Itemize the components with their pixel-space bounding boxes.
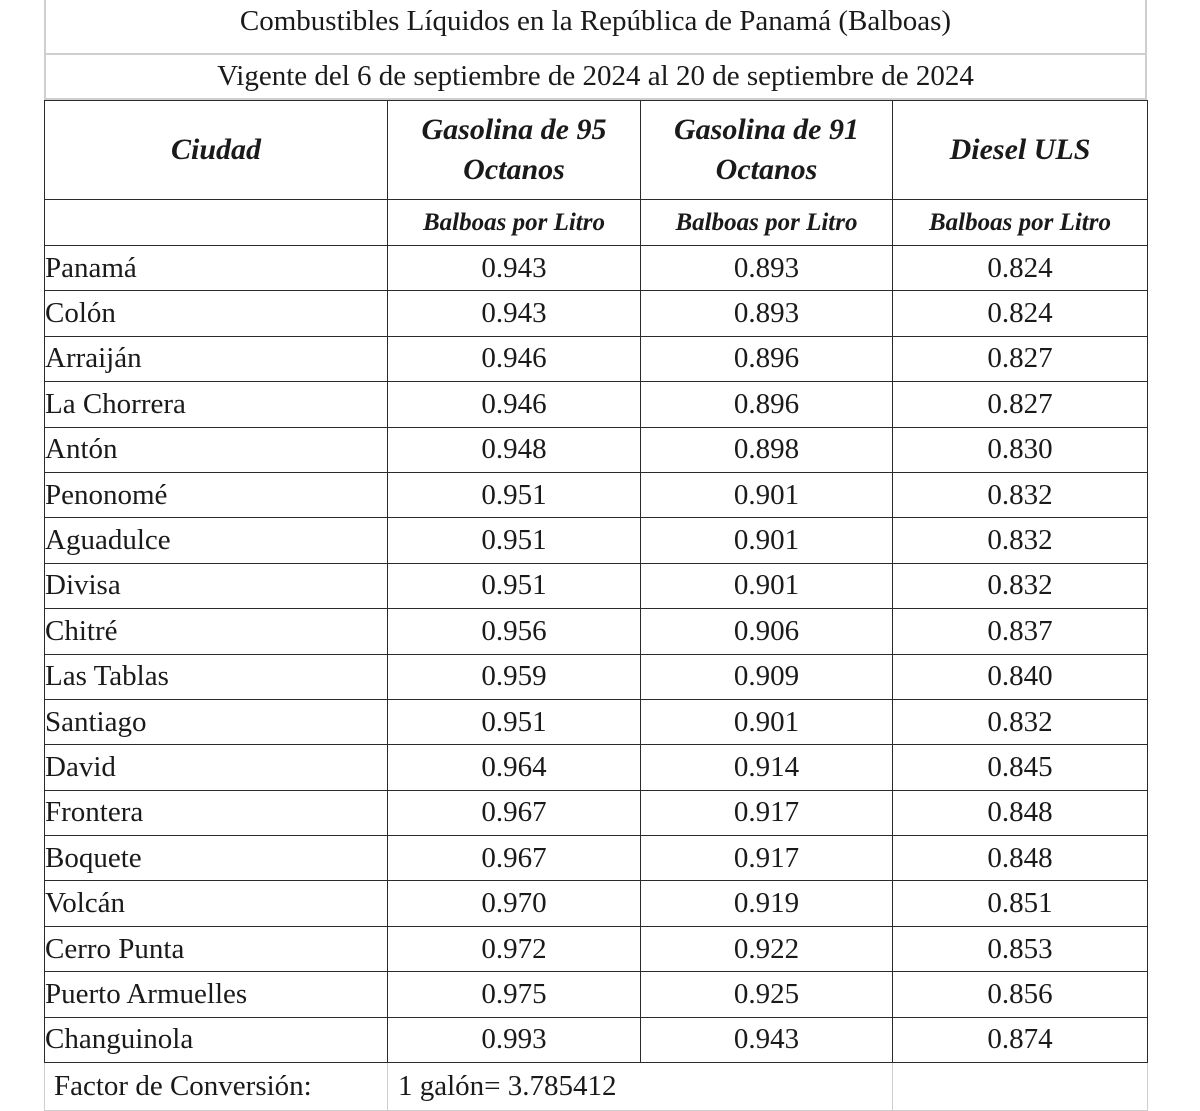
gasoline-91-price: 0.914 xyxy=(641,745,893,790)
gasoline-95-price: 0.946 xyxy=(388,336,641,381)
diesel-uls-price: 0.832 xyxy=(893,518,1148,563)
gasoline-95-price: 0.948 xyxy=(388,427,641,472)
gasoline-91-price: 0.919 xyxy=(641,881,893,926)
header-gasoline-91 xyxy=(641,101,893,200)
table-row xyxy=(45,745,1148,790)
table-row xyxy=(45,382,1148,427)
gasoline-91-price: 0.896 xyxy=(641,336,893,381)
city-cell: Divisa xyxy=(45,563,388,608)
gasoline-91-price: 0.893 xyxy=(641,291,893,336)
table-row xyxy=(45,609,1148,654)
gasoline-95-price: 0.964 xyxy=(388,745,641,790)
gasoline-91-price: 0.917 xyxy=(641,836,893,881)
fuel-price-document xyxy=(44,0,1147,1111)
diesel-uls-price: 0.832 xyxy=(893,472,1148,517)
gasoline-95-price: 0.951 xyxy=(388,699,641,744)
diesel-uls-price: 0.832 xyxy=(893,563,1148,608)
fuel-price-table xyxy=(44,100,1148,1111)
header-gasoline-95-line2: Octanos xyxy=(463,153,565,186)
gasoline-95-price: 0.946 xyxy=(388,382,641,427)
city-cell: Antón xyxy=(45,427,388,472)
gasoline-95-price: 0.970 xyxy=(388,881,641,926)
gasoline-91-price: 0.925 xyxy=(641,972,893,1017)
city-cell: Colón xyxy=(45,291,388,336)
gasoline-95-price: 0.951 xyxy=(388,563,641,608)
diesel-uls-price: 0.853 xyxy=(893,926,1148,971)
diesel-uls-price: 0.827 xyxy=(893,382,1148,427)
gasoline-95-price: 0.972 xyxy=(388,926,641,971)
unit-diesel-uls: Balboas por Litro xyxy=(893,200,1148,246)
header-gasoline-95-line1: Gasolina de 95 xyxy=(421,113,607,146)
gasoline-91-price: 0.901 xyxy=(641,699,893,744)
table-row xyxy=(45,699,1148,744)
gasoline-91-price: 0.943 xyxy=(641,1017,893,1062)
header-diesel-uls: Diesel ULS xyxy=(893,101,1148,200)
table-row xyxy=(45,836,1148,881)
diesel-uls-price: 0.837 xyxy=(893,609,1148,654)
table-row xyxy=(45,518,1148,563)
gasoline-95-price: 0.993 xyxy=(388,1017,641,1062)
table-row xyxy=(45,1017,1148,1062)
table-row xyxy=(45,336,1148,381)
validity-period: Vigente del 6 de septiembre de 2024 al 20 de septiembre de 2024 xyxy=(44,55,1147,100)
table-row xyxy=(45,881,1148,926)
gasoline-91-price: 0.896 xyxy=(641,382,893,427)
table-row xyxy=(45,790,1148,835)
gasoline-91-price: 0.901 xyxy=(641,518,893,563)
gasoline-91-price: 0.906 xyxy=(641,609,893,654)
city-cell: Las Tablas xyxy=(45,654,388,699)
diesel-uls-price: 0.824 xyxy=(893,291,1148,336)
gasoline-91-price: 0.901 xyxy=(641,563,893,608)
gasoline-95-price: 0.951 xyxy=(388,472,641,517)
gasoline-95-price: 0.959 xyxy=(388,654,641,699)
city-cell: Arraiján xyxy=(45,336,388,381)
gasoline-91-price: 0.898 xyxy=(641,427,893,472)
city-cell: Frontera xyxy=(45,790,388,835)
diesel-uls-price: 0.848 xyxy=(893,836,1148,881)
unit-city xyxy=(45,200,388,246)
units-row xyxy=(45,200,1148,246)
gasoline-95-price: 0.943 xyxy=(388,246,641,291)
city-cell: Cerro Punta xyxy=(45,926,388,971)
diesel-uls-price: 0.874 xyxy=(893,1017,1148,1062)
table-row xyxy=(45,291,1148,336)
city-cell: Panamá xyxy=(45,246,388,291)
gasoline-95-price: 0.967 xyxy=(388,790,641,835)
diesel-uls-price: 0.840 xyxy=(893,654,1148,699)
diesel-uls-price: 0.856 xyxy=(893,972,1148,1017)
diesel-uls-price: 0.848 xyxy=(893,790,1148,835)
table-row xyxy=(45,654,1148,699)
conversion-factor-row xyxy=(45,1063,1148,1111)
table-body xyxy=(45,246,1148,1063)
header-gasoline-95 xyxy=(388,101,641,200)
city-cell: Volcán xyxy=(45,881,388,926)
table-row xyxy=(45,472,1148,517)
city-cell: Puerto Armuelles xyxy=(45,972,388,1017)
city-cell: La Chorrera xyxy=(45,382,388,427)
city-cell: Changuinola xyxy=(45,1017,388,1062)
diesel-uls-price: 0.851 xyxy=(893,881,1148,926)
header-gasoline-91-line2: Octanos xyxy=(715,153,818,186)
table-row xyxy=(45,246,1148,291)
conversion-factor-label: Factor de Conversión: xyxy=(45,1063,388,1111)
unit-gasoline-91: Balboas por Litro xyxy=(641,200,893,246)
city-cell: Penonomé xyxy=(45,472,388,517)
gasoline-95-price: 0.975 xyxy=(388,972,641,1017)
city-cell: Chitré xyxy=(45,609,388,654)
gasoline-95-price: 0.967 xyxy=(388,836,641,881)
conversion-factor-empty xyxy=(893,1063,1148,1111)
city-cell: Santiago xyxy=(45,699,388,744)
diesel-uls-price: 0.832 xyxy=(893,699,1148,744)
table-row xyxy=(45,563,1148,608)
gasoline-95-price: 0.951 xyxy=(388,518,641,563)
header-row xyxy=(45,101,1148,200)
gasoline-91-price: 0.893 xyxy=(641,246,893,291)
document-title: Combustibles Líquidos en la República de Panamá (Balboas) xyxy=(44,0,1147,55)
city-cell: Aguadulce xyxy=(45,518,388,563)
gasoline-91-price: 0.917 xyxy=(641,790,893,835)
diesel-uls-price: 0.827 xyxy=(893,336,1148,381)
city-cell: Boquete xyxy=(45,836,388,881)
diesel-uls-price: 0.845 xyxy=(893,745,1148,790)
table-row xyxy=(45,972,1148,1017)
header-city: Ciudad xyxy=(45,101,388,200)
gasoline-91-price: 0.901 xyxy=(641,472,893,517)
header-gasoline-91-line1: Gasolina de 91 xyxy=(673,113,859,146)
gasoline-95-price: 0.956 xyxy=(388,609,641,654)
gasoline-91-price: 0.909 xyxy=(641,654,893,699)
city-cell: David xyxy=(45,745,388,790)
table-row xyxy=(45,427,1148,472)
gasoline-95-price: 0.943 xyxy=(388,291,641,336)
table-row xyxy=(45,926,1148,971)
diesel-uls-price: 0.824 xyxy=(893,246,1148,291)
gasoline-91-price: 0.922 xyxy=(641,926,893,971)
diesel-uls-price: 0.830 xyxy=(893,427,1148,472)
conversion-factor-value: 1 galón= 3.785412 xyxy=(388,1063,893,1111)
unit-gasoline-95: Balboas por Litro xyxy=(388,200,641,246)
